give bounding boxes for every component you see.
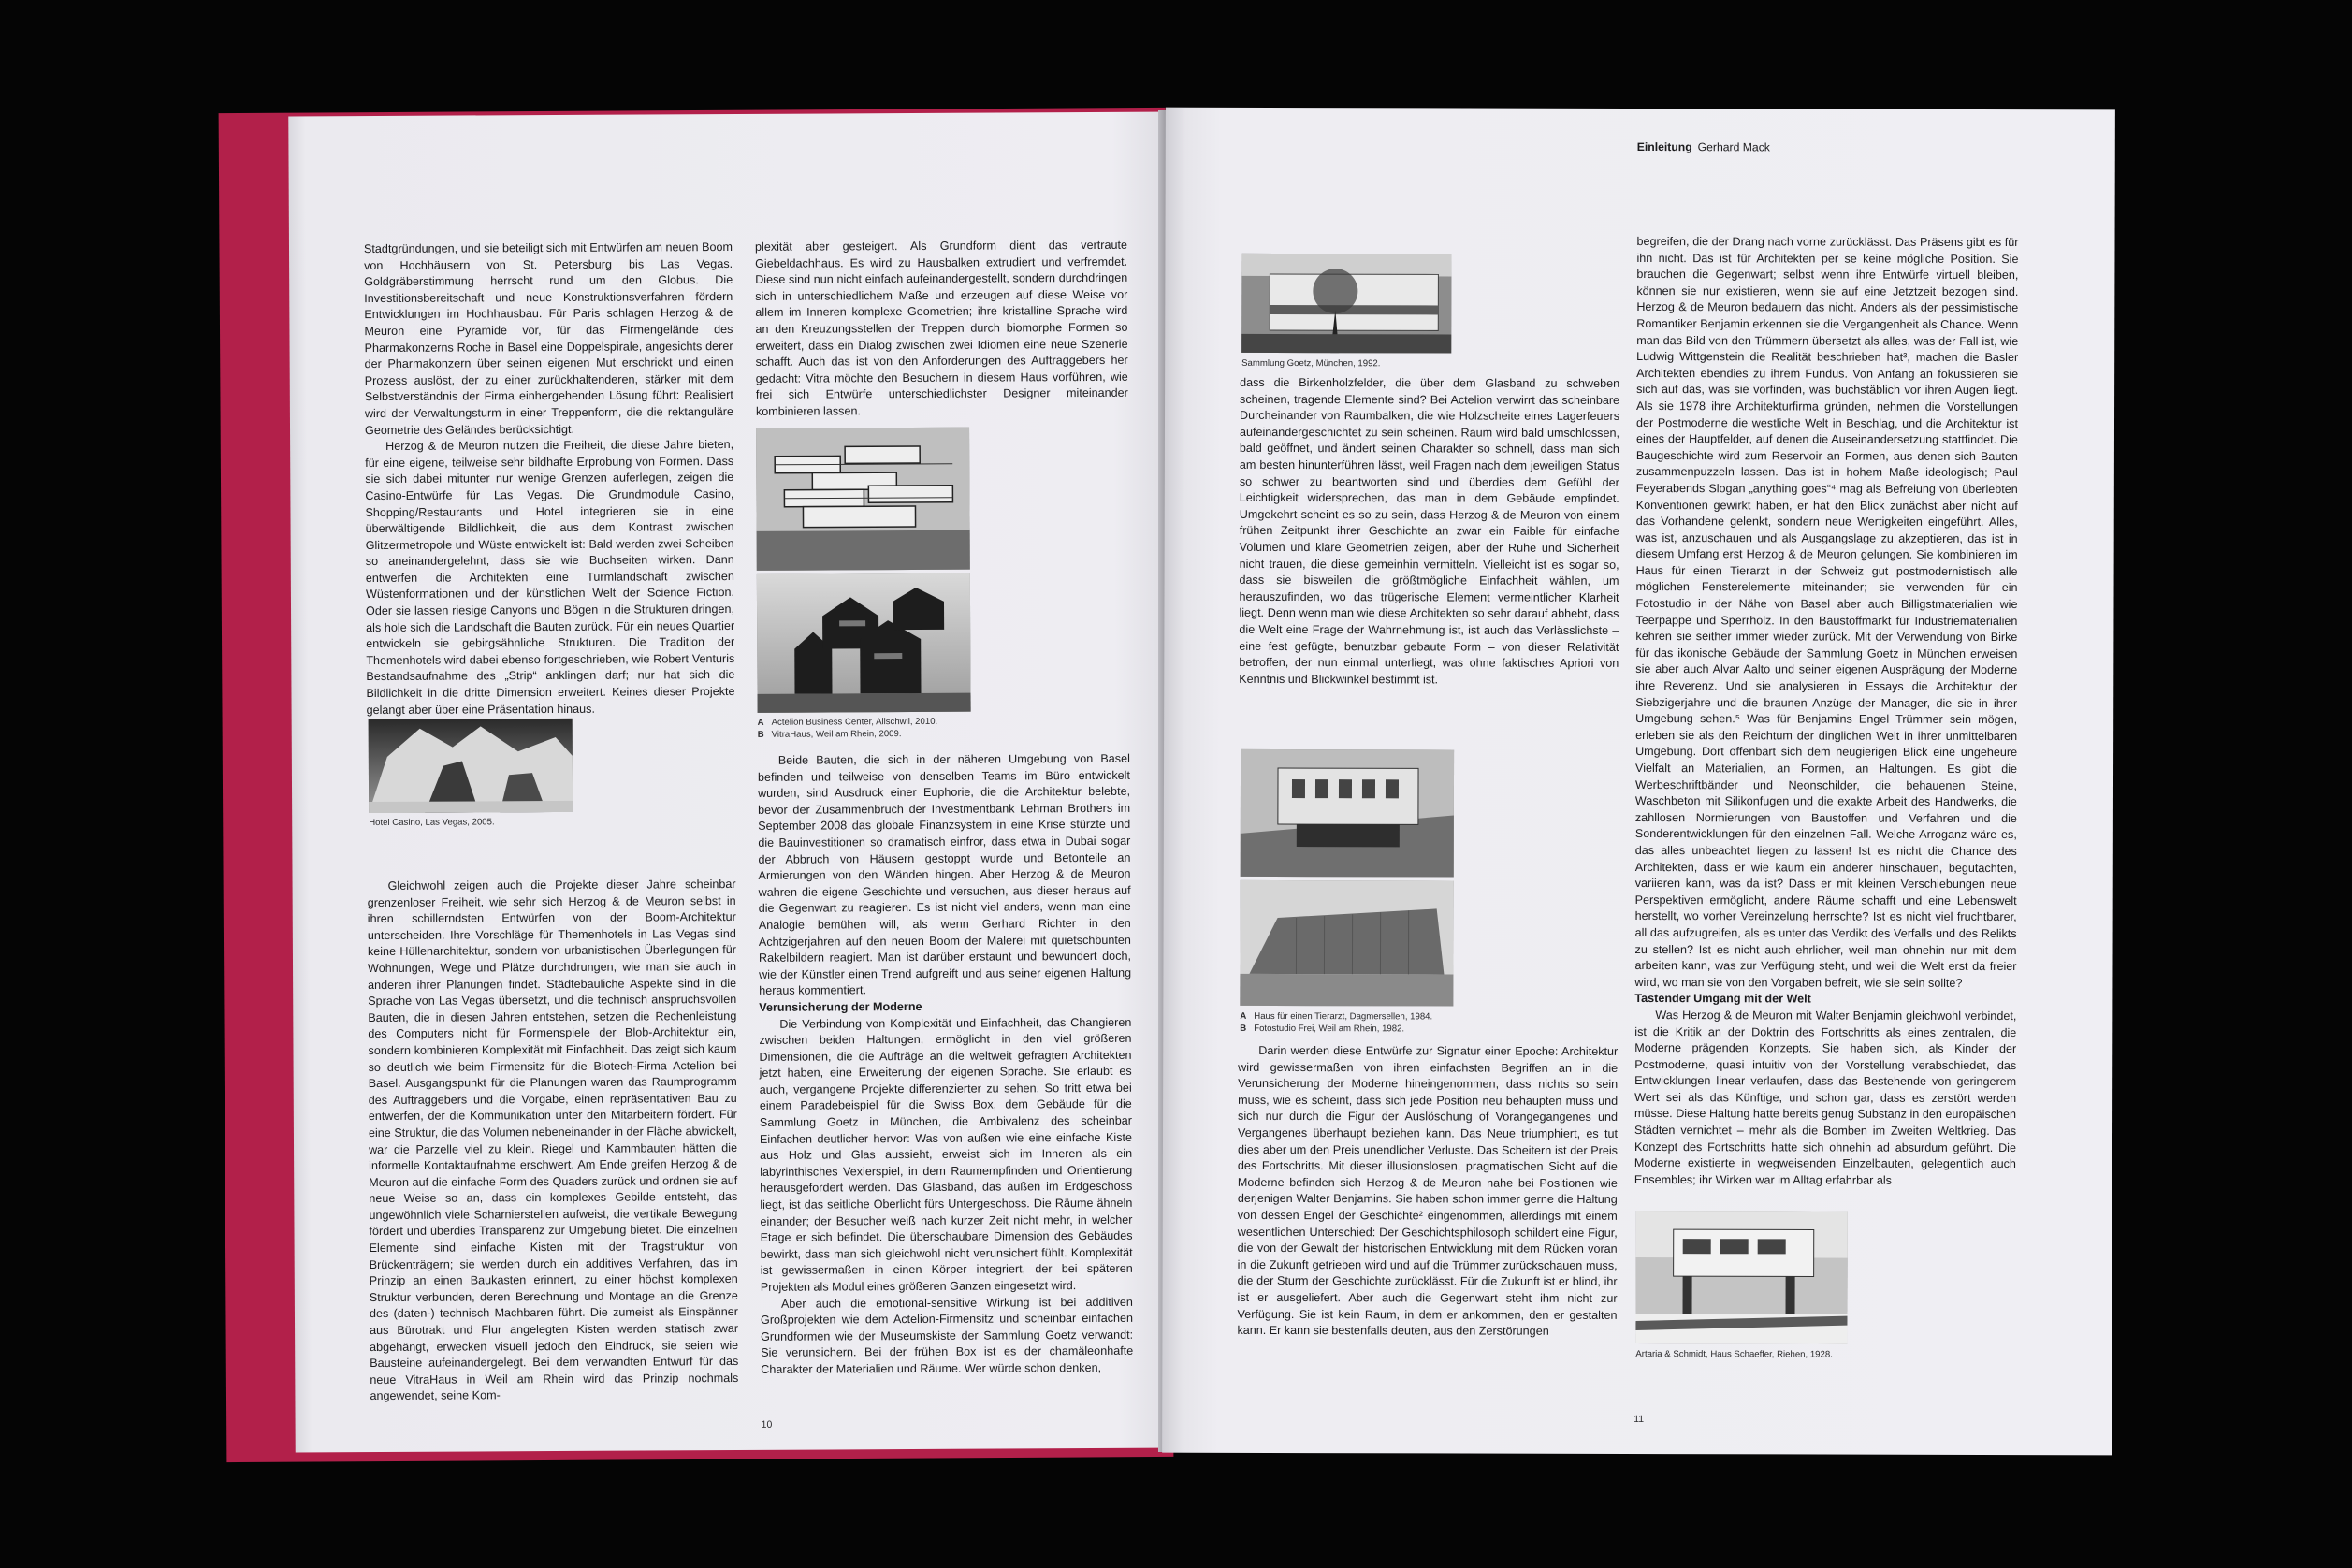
- paragraph: Darin werden diese Entwürfe zur Signatur einer Epoche: Architektur wird gewissermaßen von ihren einfachsten Begriffen an in die Verunsicherung der Moderne hineingenommen, dass nichts so sein muss, wie es scheint, dass sich jede Position neu behaupten muss und sich nur durch die Figur der Auslöschung of Vorangegangenes und Vergangenes überhaupt beziehen kann. Das Neue triumphiert, es tut dies aber um den Preis unendlicher Verluste. Das Scheitern ist der Preis des Fortschritts. Mit dieser illusionslosen, pragmatischen Sicht auf die Moderne befinden sich Herzog & de Meuron nahe bei Positionen wie derjenigen Walter Benjamins. Sie haben schon immer gerne die Haltung von dessen Engel der Geschichte² eingenommen, allerdings mit einem wesentlichen Unterschied: Der Geschichtsphilosoph schildert eine Figur, die von der Gewalt der historischen Entwicklung mit dem Rücken voran in die Zukunft getrieben wird und auf die Trümmer zurückschauen muss, die der Sturm der Geschichte zurücklässt. Für die Zukunft ist er blind, ihr ist er ausgeliefert. Aber auch die Gegenwart steht ihm nicht zur Verfügung. Sie ist kein Raum, in dem er ankommen, den er gestalten kann. Er kann sie bestenfalls deuten, aus den Zerstörungen: [1237, 1043, 1619, 1338]
- photo-actelion: [756, 428, 970, 571]
- photo-haus-tierarzt: [1241, 749, 1454, 878]
- left-page: [288, 112, 1180, 1453]
- left-column-2-top: [754, 238, 1128, 418]
- left-column-2-bottom: [758, 751, 1134, 1425]
- paragraph: dass die Birkenholzfelder, die über dem Glasband zu schweben scheinen, tragende Elemente sind? Bei Actelion verwirrt das scheinbare Durcheinander von Raumbalken, die wie Holzscheite eines Lagerfeuers aufeinandergeschichtet zu sein scheinen. Raum wird bald umschlossen, bald geöffnet, und ändert seinen Charakter so schnell, dass man sich am besten hinunterführen lässt, weil Fragen nach dem jeweiligen Status so schwer zu beantworten sind und überdies dem Gefühl der Leichtigkeit widersprechen, das man in dem Gebäude empfindet. Umgekehrt scheint es so zu sein, dass Herzog & de Meuron von einem frühen Zeitpunkt ihrer Geschichte an zwar ein Faible für einfache Volumen und klare Geometrien zeigen, aber der Ruhe und Sicherheit nicht trauen, die diese gemeinhin vermitteln. Vielleicht ist es sogar so, dass sie bisweilen die größtmögliche Einfachheit wählen, um herauszufinden, wo das trügerische Element vermeintlicher Klarheit liegt. Denn wenn man wie diese Architekten so sehr darauf abhebt, dass die Welt eine Frage der Wahrnehmung ist, ist auch das Verlässlichste – eine fest gefügte, benutzbar gebaute Form – von dieser Relativität betroffen, der nun einmal unterliegt, was ohne faktisches Apriori von Kenntnis und Blickwinkel bestimmt ist.: [1239, 375, 1620, 687]
- right-column-1-top: [1239, 375, 1619, 812]
- caption-b-left: B VitraHaus, Weil am Rhein, 2009.: [757, 728, 902, 740]
- caption-hotel-casino: Hotel Casino, Las Vegas, 2005.: [369, 817, 495, 829]
- page-number-left: 10: [761, 1418, 773, 1430]
- paragraph: Was Herzog & de Meuron mit Walter Benjamin gleichwohl verbindet, ist die Kritik an der Doktrin des Fortschritts als eines zentralen, die Moderne prägenden Konzepts. Sie haben sich, als Kinder der Postmoderne, quasi intuitiv von der Vorstellung verabschiedet, das Entwicklungen linear verlaufen, dass das Bestehende von geringerem Wert sei als das Künftige, und schon gar, dass es zerstört werden müsse. Diese Haltung hatte bereits genug Substanz in den europäischen Städten vernichtet – mehr als die Bomben im Zweiten Weltkrieg. Das Konzept des Fortschritts hatte sich ohnehin ad absurdum geführt. Die Moderne existierte in wegweisenden Einzelbauten, gelegentlich auch Ensembles; ihr Wirken war im Alltag erfahrbar als: [1633, 1008, 2017, 1187]
- left-column-1-bottom: [368, 877, 739, 1427]
- photo-vitrahaus: [757, 573, 971, 713]
- photo-fotostudio-frei: [1240, 880, 1453, 1007]
- right-page: [1162, 108, 2115, 1456]
- caption-a-left: A Actelion Business Center, Allschwil, 2010.: [757, 716, 938, 728]
- caption-ab-right: [1240, 1011, 1432, 1036]
- paragraph: plexität aber gesteigert. Als Grundform dient das vertraute Giebeldachhaus. Es wird zu Hausbalken extrudiert und verfremdet. Diese sind nun nicht einfach aufeinandergestellt, sondern durchdringen sich in unterschiedlichem Maße und erzeugen auf diese Weise vor allem im Inneren komplexe Geometrien; ihre kristalline Sprache wird an den Kreuzungsstellen der Treppen durch biomorphe Formen so erweitert, dass ein Dialog zwischen zwei Idiomen eine neue Szenerie schafft. Auch das ist von den Anforderungen des Auftraggebers her gedacht: Vitra möchte den Besuchern in diesem Haus vorführen, wie frei sich Entwürfe unterschiedlichster Designer miteinander kombinieren lassen.: [754, 238, 1128, 418]
- caption-b-right: B Fotostudio Frei, Weil am Rhein, 1982.: [1240, 1023, 1405, 1034]
- photo-hotel-casino: [369, 719, 573, 813]
- caption-ab-left: [758, 717, 938, 741]
- section-heading: Verunsicherung der Moderne: [759, 999, 922, 1014]
- photo-haus-schaeffer: [1635, 1211, 1847, 1344]
- caption-a-right: A Haus für einen Tierarzt, Dagmersellen, 1984.: [1240, 1010, 1433, 1023]
- paragraph: Beide Bauten, die sich in der näheren Umgebung von Basel befinden und teilweise von denselben Teams im Büro entwickelt wurden, sind Ausdruck einer Euphorie, die die Architektur belebte, bevor der Zusammenbruch der Investmentbank Lehman Brothers im September 2008 das globale Finanzsystem in eine Krise stürzte und die Bauinvestitionen so dramatisch einfror, dass etwa in Dubai sogar der Abbruch von Häusern gestoppt wurde und Betonteile an Armierungen von den Wänden hingen. Aber Herzog & de Meuron wahren die eigene Geschichte und versuchen, aus dieser heraus auf die Gegenwart zu reagieren. Es ist nicht viel anders, wenn man eine Analogie bemühen will, als wenn Gerhard Richter in den Achtzigerjahren auf den neuen Boom der Malerei mit quietschbunten Rakelbildern reagiert. Man ist darüber erstaunt und bewundert doch, wie der Künstler einen Trend aufgreift und aus seiner eigenen Haltung heraus kommentiert.: [757, 751, 1132, 998]
- paragraph: Gleichwohl zeigen auch die Projekte dieser Jahre scheinbar grenzenloser Freiheit, wie sehr sich Herzog & de Meuron selbst in ihren schillerndsten Entwürfen von der Boom-Architektur unterscheiden. Ihre Vorschläge für Themenhotels in Las Vegas sind keine Hüllenarchitektur, sondern von urbanistischen Überlegungen für Wohnungen, Wege und Plätze durchdrungen, wie man sie auch in anderen ihrer Planungen findet. Städtebauliche Aspekte sind in die Sprache von Las Vegas übersetzt, und die technisch anspruchsvollen Bauten, die in diesen Jahren entstehen, setzen die Rechenleistung des Computers nicht für Formenspiele der Blob-Architektur ein, sondern kombinieren Komplexität mit Einfachheit. Das zeigt sich kaum so deutlich wie beim Firmensitz für die Biotech-Firma Actelion bei Basel. Ausgangspunkt für die Planungen waren das Raumprogramm des Auftraggebers und die Vorgabe, einen repräsentativen Bau zu entwerfen, der die Kommunikation unter den Mitarbeitern fördert. Für eine Struktur, die das Volumen nebeneinander in der Fläche abwickelt, war die Parzelle viel zu klein. Riegel und Kammbauten hätten die informelle Kontaktaufnahme erschwert. Am Ende greifen Herzog & de Meuron auf die einfache Form des Quaders zurück und ordnen sie auf neue Weise so an, dass ein komplexes Gebilde entsteht, das ungewöhnlich viele Scharnierstellen aufweist, die vertikale Bewegung fördert und überdies Transparenz zur Umgebung bietet. Die einzelnen Elemente sind einfache Kisten mit der Tragstruktur von Brückenträgern; sie werden durch ein additives Verfahren, das im Prinzip an einen Baukasten erinnert, zu einer höchst komplexen Struktur verbunden, deren Berechnung und Montage an die Grenze des (daten-) technisch Machbaren führt. Die zumeist als Einspänner aus Bürotrakt und Flur angelegten Kisten werden statisch zwar abgehängt, erwecken visuell jedoch den Eindruck, sie seien wie Bausteine aufeinandergelegt. Bei dem verwandten Entwurf für das neue VitraHaus in Weil am Rhein wird das Prinzip nochmals angewendet, seine Kom-: [367, 877, 739, 1403]
- caption-haus-schaeffer: Artaria & Schmidt, Haus Schaeffer, Riehen, 1928.: [1635, 1348, 1833, 1360]
- left-column-1-top: [363, 240, 735, 717]
- paragraph: Stadtgründungen, und sie beteiligt sich mit Entwürfen am neuen Boom von Hochhäusern von St. Petersburg bis Las Vegas. Goldgräberstimmung herrscht rund um den Globus. Die Investitionsbereitschaft und neue Konstruktionsverfahren fördern Entwicklungen im Hochhausbau. Für Paris schlagen Herzog & de Meuron eine Pyramide vor, für das Firmengelände des Pharmakonzerns Roche in Basel eine Doppelspirale, angesichts derer der Pharmakonzern über seinen eigenen Mut erschrickt und einen Prozess auslöst, der zu einer zurückhaltenderen, stärker mit dem Selbstverständnis der Firma einhergehenden Lösung führt: Realisiert wird der Verwaltungsturm in einer Treppenform, die die rektanguläre Geometrie des Geländes berücksichtigt.: [363, 240, 733, 437]
- section-heading: Tastender Umgang mit der Welt: [1634, 992, 1811, 1006]
- paragraph: Aber auch die emotional-sensitive Wirkung ist bei additiven Großprojekten wie dem Actelion-Firmensitz und scheinbar einfachen Grundformen wie der Museumskiste der Sammlung Goetz verwandt: Sie verunsichern. Bei der frühen Box ist es der chamäleonhafte Charakter der Materialien und Räume. Wer würde schon denken,: [760, 1295, 1134, 1376]
- paragraph: begreifen, die der Drang nach vorne zurücklässt. Das Präsens gibt es für ihn nicht. Das ist für Architekten per se keine mögliche Position. Sie brauchen die Gegenwart; selbst wenn ihre Entwürfe virtuell bleiben, können sie nur existieren, wenn sie auf eine Jetztzeit bezogen sind. Herzog & de Meuron bedauern das nicht. Anders als der pessimistische Romantiker Benjamin erkennen sie die Vergangenheit als Chance. Wenn man das Bild von den Trümmern übersetzt als alles, was der Fall ist, wie Ludwig Wittgenstein die Realität beschrieben hat³, machen die Basler Architekten ebendies zu ihrem Fundus. Von Anfang an fokussieren sie sich auf das, was sie vorfinden, was buchstäblich vor ihren Augen liegt. Als sie 1978 ihre Architekturfirma gründen, nehmen die Vorstellungen der Postmoderne die westliche Welt in Beschlag, und die Architektur ist eines der Hauptfelder, auf denen die Auseinandersetzung stattfindet. Die Baugeschichte wird zum Reservoir an Formen, aus denen sich Bauten zusammenpuzzeln lassen. Das ist in hohem Maße ideologisch; Paul Feyerabends Slogan „anything goes“⁴ mag als Befreiung von überlebten Konventionen gewirkt haben, er hat den Blick zunächst aber nicht auf das Vorhandene gelenkt, sondern neue Wertigkeiten eingeführt. Alles, was ist, anzuschauen und als Ausgangslage zu akzeptieren, das ist in diesem Umfang erst Herzog & de Meuron gelungen. Sie kombinieren im Haus für einen Tierarzt in der Schweiz gut postmodernistisch alle möglichen Fensterelemente miteinander; sie verwenden für ein Fotostudio in der Nähe von Basel aber auch Billigstmaterialien wie Teerpappe und Sperrholz. In den Baustoffmarkt für Industriematerialien kehren sie seither immer wieder zurück. Mit der Verwendung von Birke für das ikonische Gebäude der Sammlung Goetz in München erweisen sie aber auch Alvar Aalto und seiner eigenen Ausprägung der Moderne ihre Reverenz. Und sie analysieren in Essays die Architektur der Siebzigerjahre und die braunen Anzüge der Manager, die sie in ihrer Umgebung sehen.⁵ Was für Benjamins Engel Trümmer sein mögen, erleben sie als den Reichtum der dinglichen Welt in ihrer unmittelbaren Umgebung. Dort offenbart sich dem neugierigen Blick eine ungeheure Vielfalt an Materialien, an Formen, an Haltungen. Es gibt die Werbeschriftbänder und Neonschilder, die behauenen Steine, Waschbeton mit Silikonfugen und die exakte Arbeit des Handwerks, die zahllosen Normierungen von Baustoffen und Verfahren und die Sonderentwicklungen für den einzelnen Fall. Welche Arroganz wäre es, das alles unbeachtet liegen zu lassen! Ist es nicht die Chance des Architekten, dass er wie kaum ein anderer hinschauen, begutachten, variieren kann, was da ist? Dass er mit kleinen Verschiebungen neue Perspektiven ermöglicht, andere Räume schafft und eine Lebenswelt herstellt, wo vorher Vereinzelung herrschte? Ist es nicht viel fruchtbarer, all das aufzugreifen, als es unter das Verdikt des Verfalls und des Relikts zu stellen? Ist es nicht auch ehrlicher, weil man ohnehin nur mit dem arbeiten kann, was zur Verfügung steht, und weil die Welt erst da freier wird, wo man sie von den Vorgaben befreit, wie sie sein sollte?: [1634, 234, 2019, 990]
- caption-sammlung-goetz: Sammlung Goetz, München, 1992.: [1241, 357, 1381, 370]
- running-head: Einleitung Gerhard Mack: [1636, 139, 1770, 154]
- page-number-right: 11: [1633, 1413, 1645, 1426]
- photo-sammlung-goetz: [1241, 254, 1451, 354]
- paragraph: Herzog & de Meuron nutzen die Freiheit, die diese Jahre bieten, für eine eigene, teilweise sehr bildhafte Erprobung von Formen. Dass sie sich dabei mitunter nur wenige Grenzen auferlegen, zeigen die Casino-Entwürfe für Las Vegas. Die Grundmodule Casino, Shopping/Restaurants und Hotel integrieren sie in eine überwältigende Bildlichkeit, die aus dem Kontrast zwischen Glitzermetropole und Wüste entwickelt ist: Bald werden zwei Scheiben so aneinandergelehnt, dass sie wie Buchseiten wirken. Dann entwerfen die Architekten eine Turmlandschaft zwischen Wüstenformationen und der künstlichen Welt der Science Fiction. Oder sie lassen riesige Canyons und Bögen in die Strukturen dringen, als hole sich die Landschaft die Bauten zurück. Für ein neues Quartier entwickeln sie gebirgsähnliche Strukturen. Die Tradition der Themenhotels wird dabei ebenso fortgeschrieben, wie Robert Venturis Bestandsaufnahme des „Strip“ anklingen darf; nur hat sich die Bildlichkeit in die dritte Dimension erweitert. Keines dieser Projekte gelangt aber über eine Präsentation hinaus.: [365, 438, 735, 717]
- right-column-1-bottom: [1237, 1043, 1618, 1420]
- right-column-2: [1633, 234, 2018, 1328]
- paragraph: Die Verbindung von Komplexität und Einfachheit, das Changieren zwischen beiden Haltungen, ermöglicht in den viel größeren Dimensionen, die die Aufträge an die weltweit gefragten Architekten jetzt haben, eine Erweiterung der eigenen Sprache. Sie erlaubt es auch, vergangene Projekte differenzierter zu sehen. So tritt etwa bei einem Paradebeispiel für die Swiss Box, dem Gebäude für die Sammlung Goetz in München, die Ambivalenz des scheinbar Einfachen deutlicher hervor: Was von außen wie eine einfache Kiste aus Holz und Glas aussieht, erweist sich im Inneren als ein labyrinthisches Vexierspiel, in dem Raumempfinden und Orientierung herausgefordert werden. Das Glasband, das außen im Erdgeschoss liegt, ist das seitliche Oberlicht fürs Untergeschoss. Die Räume ähneln einander; der Besucher weiß nach kurzer Zeit nicht mehr, in welcher Etage er sich befindet. Die überschaubare Dimension des Gebäudes bewirkt, dass man sich gleichwohl nicht verunsichert fühlt. Komplexität ist gewissermaßen in einen Körper integriert, der bei späteren Projekten als Modul eines größeren Ganzen eingesetzt wird.: [759, 1015, 1133, 1294]
